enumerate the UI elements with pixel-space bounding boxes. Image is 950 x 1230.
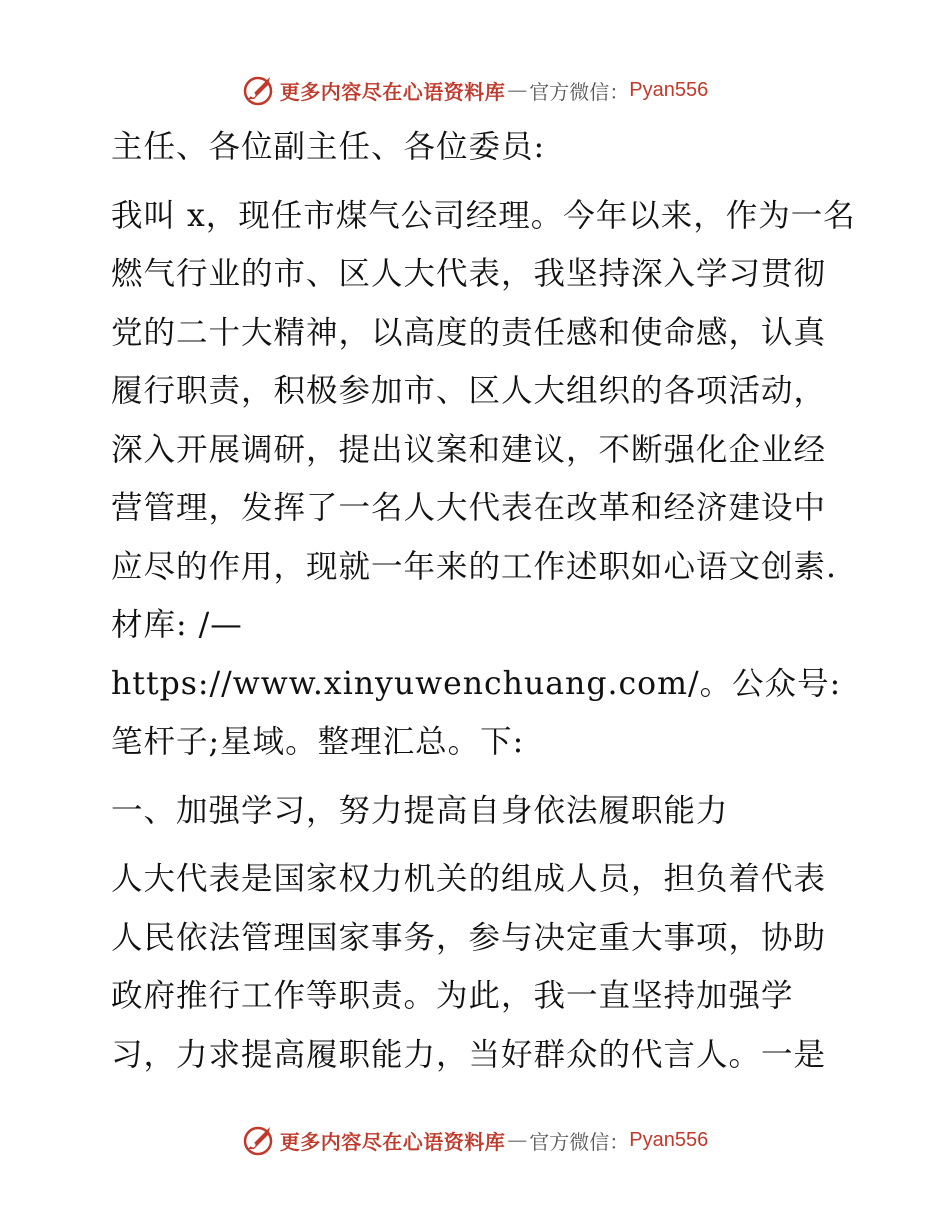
section-heading-1: 一、加强学习，努力提高自身依法履职能力 (111, 792, 729, 829)
document-body (97, 118, 857, 1084)
banner-dash: — (507, 78, 528, 102)
banner-wechat-label: 官方微信： (529, 1129, 630, 1154)
header-watermark-banner (0, 70, 950, 110)
banner-brand-text: 更多内容尽在心语资料库 (279, 79, 506, 104)
section-1-paragraph: 人大代表是国家权力机关的组成人员，担负着代表人民依法管理国家事务，参与决定重大事项，协助政府推行工作等职责。为此，我一直坚持加强学习，力求提高履职能力，当好群众的代言人。一是 (111, 861, 827, 1073)
footer-watermark-banner (0, 1120, 950, 1160)
banner-wechat-label: 官方微信： (529, 79, 630, 104)
brush-logo-icon (242, 1123, 276, 1157)
banner-wechat-id: Pyan556 (629, 78, 709, 101)
banner-brand-text: 更多内容尽在心语资料库 (279, 1129, 506, 1154)
banner-dash: — (507, 1128, 528, 1152)
brush-logo-icon (242, 73, 276, 107)
intro-paragraph: 我叫 x，现任市煤气公司经理。今年以来，作为一名燃气行业的市、区人大代表，我坚持深入学习贯彻党的二十大精神，以高度的责任感和使命感，认真履行职责，积极参加市、区人大组织的各项活动，深入开展调研，提出议案和建议，不断强化企业经营管理，发挥了一名人大代表在改革和经济建设中应尽的作用，现就一年来的工作述职如心语文创素.材库: /—https://www.xinyuwenchuang.com/。公众号: 笔杆子;星域。整理汇总。下: (111, 197, 856, 760)
banner-wechat-id: Pyan556 (629, 1128, 709, 1151)
salutation: 主任、各位副主任、各位委员: (111, 129, 546, 165)
